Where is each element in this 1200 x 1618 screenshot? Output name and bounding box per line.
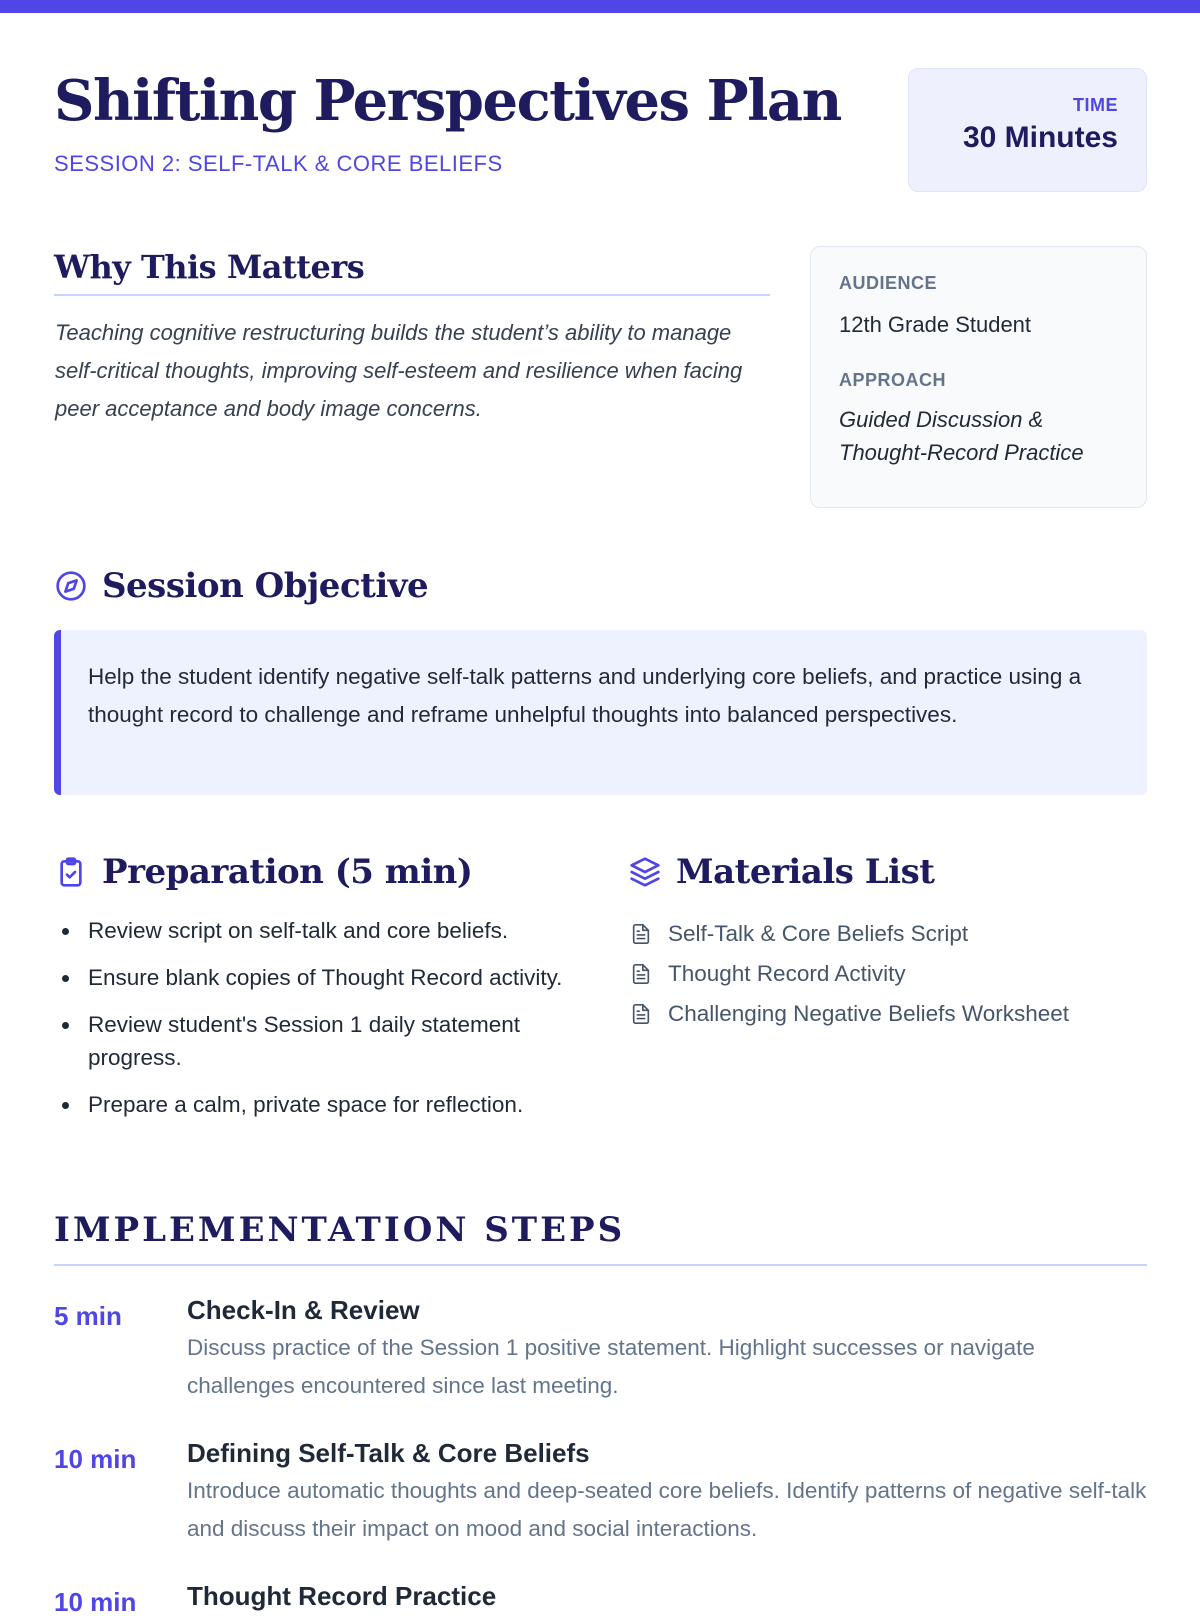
preparation-list bbox=[88, 914, 608, 1135]
page-subtitle: SESSION 2: SELF-TALK & CORE BELIEFS bbox=[54, 151, 503, 176]
step-title: Defining Self-Talk & Core Beliefs bbox=[187, 1438, 590, 1468]
step-time: 10 min bbox=[54, 1587, 137, 1617]
step-body bbox=[187, 1436, 1147, 1548]
info-card bbox=[810, 246, 1147, 508]
objective-heading bbox=[54, 566, 428, 606]
page-title: Shifting Perspectives Plan bbox=[54, 68, 841, 134]
step-title: Check-In & Review bbox=[187, 1295, 420, 1325]
approach-value: Guided Discussion & Thought-Record Practice bbox=[839, 407, 1084, 465]
materials-heading-text: Materials List bbox=[676, 852, 935, 892]
material-item bbox=[630, 994, 1069, 1034]
audience-label: AUDIENCE bbox=[839, 273, 938, 293]
time-label: TIME bbox=[1073, 95, 1118, 115]
material-label: Challenging Negative Beliefs Worksheet bbox=[668, 1001, 1070, 1026]
list-item: Prepare a calm, private space for reflection. bbox=[88, 1088, 608, 1121]
approach-label: APPROACH bbox=[839, 370, 947, 390]
step-time: 5 min bbox=[54, 1301, 122, 1331]
step-body bbox=[187, 1293, 1147, 1405]
clipboard-check-icon bbox=[54, 855, 88, 889]
preparation-heading-text: Preparation (5 min) bbox=[102, 852, 473, 892]
why-heading: Why This Matters bbox=[54, 248, 770, 296]
time-value: 30 Minutes bbox=[962, 121, 1118, 154]
step-description: Discuss practice of the Session 1 positive statement. Highlight successes or navigate challenges encountered since last meeting. bbox=[187, 1335, 1035, 1398]
document-icon bbox=[630, 1002, 652, 1026]
objective-box bbox=[54, 630, 1147, 795]
top-accent-bar bbox=[0, 0, 1200, 13]
material-label: Self-Talk & Core Beliefs Script bbox=[668, 921, 969, 946]
document-icon bbox=[630, 962, 652, 986]
step-description: Introduce automatic thoughts and deep-seated core beliefs. Identify patterns of negative self-talk and discuss their impact on mood and social interactions. bbox=[187, 1478, 1147, 1541]
objective-text: Help the student identify negative self-talk patterns and underlying core beliefs, and practice using a thought record to challenge and reframe unhelpful thoughts into balanced perspectives. bbox=[88, 664, 1082, 727]
step-body bbox=[187, 1579, 1147, 1613]
materials-heading bbox=[628, 852, 934, 892]
why-text: Teaching cognitive restructuring builds the student’s ability to manage self-critical thoughts, improving self-esteem and resilience when facing peer acceptance and body image concerns. bbox=[55, 320, 743, 421]
material-label: Thought Record Activity bbox=[668, 961, 906, 986]
materials-list bbox=[630, 914, 1069, 1034]
material-item bbox=[630, 914, 1069, 954]
time-card bbox=[908, 68, 1147, 192]
list-item: Ensure blank copies of Thought Record activity. bbox=[88, 961, 608, 994]
objective-heading-text: Session Objective bbox=[102, 566, 429, 606]
step-time: 10 min bbox=[54, 1444, 137, 1474]
layers-icon bbox=[628, 855, 662, 889]
preparation-heading bbox=[54, 852, 473, 892]
list-item: Review script on self-talk and core beliefs. bbox=[88, 914, 608, 947]
material-item bbox=[630, 954, 1069, 994]
compass-icon bbox=[54, 569, 88, 603]
audience-value: 12th Grade Student bbox=[839, 312, 1032, 337]
list-item: Review student's Session 1 daily statement progress. bbox=[88, 1008, 608, 1074]
document-icon bbox=[630, 922, 652, 946]
step-title: Thought Record Practice bbox=[187, 1581, 497, 1611]
implementation-heading: IMPLEMENTATION STEPS bbox=[54, 1210, 1147, 1266]
